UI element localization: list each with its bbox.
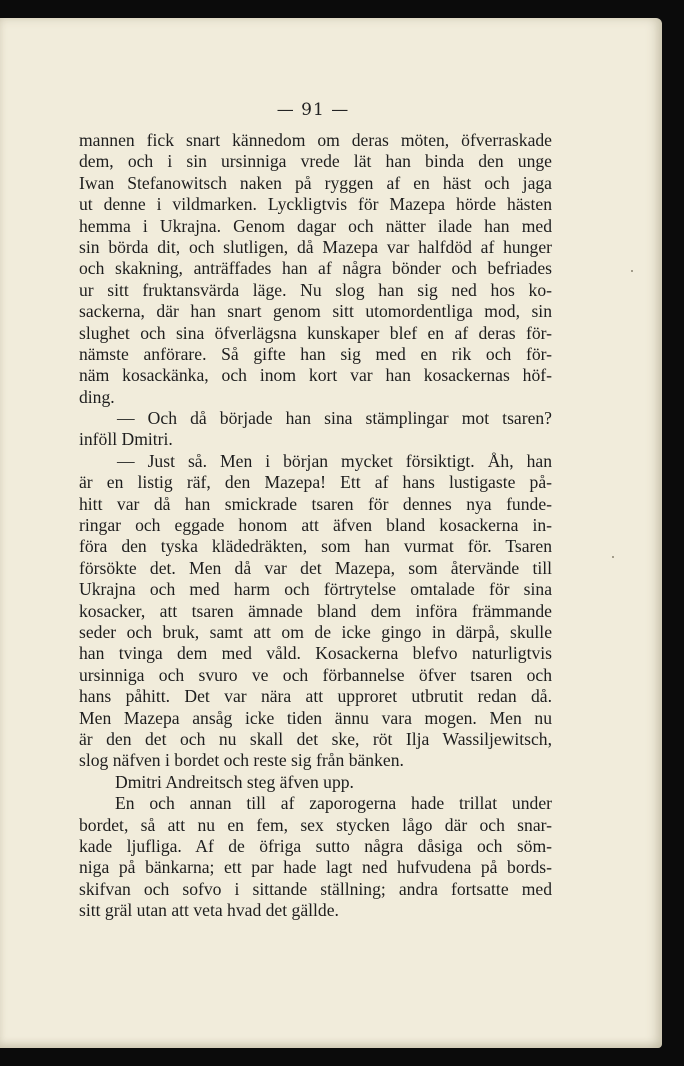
text-line: inföll Dmitri. [79,429,173,450]
text-line: ur sitt fruktansvärda läge. Nu slog han sig ned hos ko- [79,279,552,300]
text-line: försökte det. Men då var det Mazepa, som återvände till [79,557,552,578]
text-line: niga på bänkarna; ett par hade lagt ned hufvudena på bords- [79,857,552,878]
text-line: är den det och nu skall det ske, röt Ilja Wassiljewitsch, [79,728,552,749]
text-line: föra den tyska klädedräkten, som han vurmat för. Tsaren [79,536,552,557]
text-line: slughet och sina öfverlägsna kunskaper blef en af deras för- [79,322,552,343]
text-line: hemma i Ukrajna. Genom dagar och nätter ilade han med [79,215,552,236]
text-line: näm kosackänka, och inom kort var han kosackernas höf- [79,365,552,386]
text-line: hans påhitt. Det var nära att upproret utbrutit redan då. [79,686,552,707]
page-number: — 91 — [276,100,350,120]
text-line: — Just så. Men i början mycket försiktigt. Åh, han [117,450,552,471]
text-line: sackerna, där han snart genom sitt utomordentliga mod, sin [79,301,552,322]
text-line: Ukrajna och med harm och förtrytelse omtalade för sina [79,579,552,600]
paper-speck [631,270,633,272]
text-line: och skakning, anträffades han af några bönder och befriades [79,258,552,279]
text-line: dem, och i sin ursinniga vrede lät han binda den unge [79,151,552,172]
text-line: han tvinga dem med våld. Kosackerna blefvo naturligtvis [79,643,552,664]
text-line: mannen fick snart kännedom om deras möten, öfverraskade [79,130,552,150]
text-line: kade ljufliga. Af de öfriga sutto några dåsiga och söm- [79,835,552,856]
paper-speck [612,556,614,558]
text-line: skifvan och sofvo i sittande ställning; andra fortsatte med [79,878,552,899]
text-line: ding. [79,386,115,407]
text-line: nämste anförare. Så gifte han sig med en rik och för- [79,343,552,364]
text-line: En och annan till af zaporogerna hade trillat under [115,793,552,814]
text-line: ringar och eggade honom att äfven bland kosackerna in- [79,515,552,536]
text-line: hitt var då han smickrade tsaren för dennes nya funde- [79,493,552,514]
text-line: ursinniga och svuro ve och förbannelse öfver tsaren och [79,664,552,685]
book-page [0,18,662,1048]
body-text [79,130,552,921]
text-line: — Och då började han sina stämplingar mot tsaren? [117,408,552,429]
text-line: slog näfven i bordet och reste sig från bänken. [79,750,404,771]
text-line: ut denne i vildmarken. Lyckligtvis för Mazepa hörde hästen [79,194,552,215]
text-line: Iwan Stefanowitsch naken på ryggen af en häst och jaga [79,172,552,193]
text-line: Men Mazepa ansåg icke tiden ännu vara mogen. Men nu [79,707,552,728]
text-line: seder och bruk, samt att om de icke gingo in därpå, skulle [79,621,552,642]
text-line: är en listig räf, den Mazepa! Ett af hans lustigaste på- [79,472,552,493]
text-line: kosacker, att tsaren ämnade bland dem införa främmande [79,600,552,621]
text-line: bordet, så att nu en fem, sex stycken lågo där och snar- [79,814,552,835]
text-line: sitt gräl utan att veta hvad det gällde. [79,900,339,921]
text-line: sin börda dit, och slutligen, då Mazepa var halfdöd af hunger [79,236,552,257]
text-line: Dmitri Andreitsch steg äfven upp. [115,771,354,792]
